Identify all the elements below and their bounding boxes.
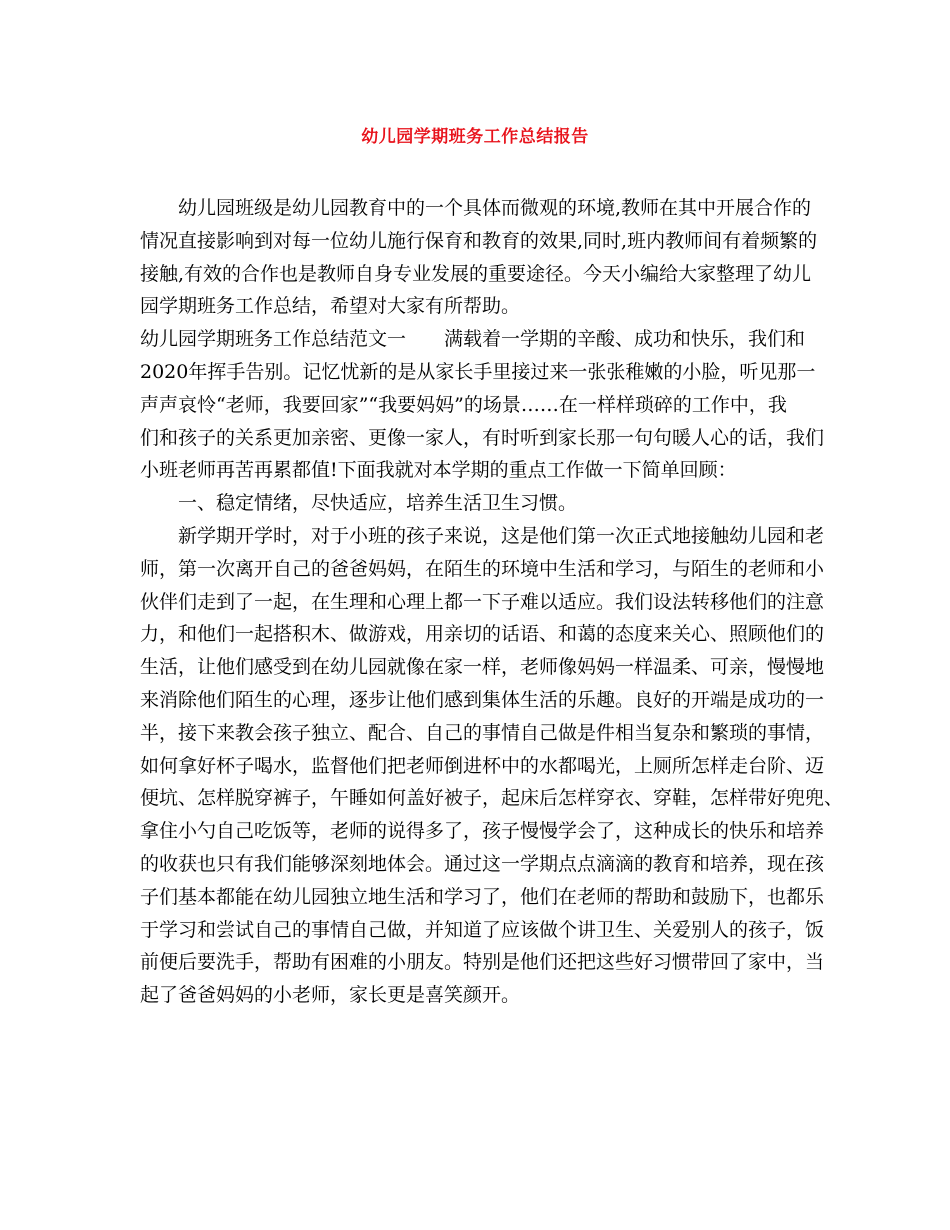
text-line: 前便后要洗手，帮助有困难的小朋友。特别是他们还把这些好习惯带回了家中，当 [140, 951, 825, 974]
text-line: 幼儿园学期班务工作总结范文一 满载着一学期的辛酸、成功和快乐，我们和 [140, 328, 806, 351]
text-line: 情况直接影响到对每一位幼儿施行保育和教育的效果,同时,班内教师间有着频繁的 [140, 229, 818, 252]
text-line: 伙伴们走到了一起，在生理和心理上都一下子难以适应。我们设法转移他们的注意 [140, 590, 825, 613]
text-line: 力，和他们一起搭积木、做游戏，用亲切的话语、和蔼的态度来关心、照顾他们的 [140, 623, 825, 646]
text-line: 拿住小勺自己吃饭等，老师的说得多了，孩子慢慢学会了，这种成长的快乐和培养 [140, 820, 825, 843]
text-line: 半，接下来教会孩子独立、配合、自己的事情自己做是件相当复杂和繁琐的事情， [140, 721, 825, 744]
text-line: 的收获也只有我们能够深刻地体会。通过这一学期点点滴滴的教育和培养，现在孩 [140, 852, 825, 875]
text-line: 新学期开学时，对于小班的孩子来说，这是他们第一次正式地接触幼儿园和老 [178, 524, 825, 547]
section-heading: 一、稳定情绪，尽快适应，培养生活卫生习惯。 [178, 492, 578, 515]
text-line: 师，第一次离开自己的爸爸妈妈，在陌生的环境中生活和学习，与陌生的老师和小 [140, 557, 825, 580]
text-line: 便坑、怎样脱穿裤子，午睡如何盖好被子，起床后怎样穿衣、穿鞋，怎样带好兜兜、 [140, 787, 844, 810]
document-title: 幼儿园学期班务工作总结报告 [361, 127, 589, 147]
text-line: 如何拿好杯子喝水，监督他们把老师倒进杯中的水都喝光，上厕所怎样走台阶、迈 [140, 754, 825, 777]
text-line: 接触,有效的合作也是教师自身专业发展的重要途径。今天小编给大家整理了幼儿 [140, 262, 812, 285]
text-line: 来消除他们陌生的心理，逐步让他们感到集体生活的乐趣。良好的开端是成功的一 [140, 688, 825, 711]
text-line: 生活，让他们感受到在幼儿园就像在家一样，老师像妈妈一样温柔、可亲，慢慢地 [140, 656, 825, 679]
text-line: 2020年挥手告别。记忆忧新的是从家长手里接过来一张张稚嫩的小脸，听见那一 [140, 360, 816, 383]
text-line: 声声哀怜“老师，我要回家”“我要妈妈”的场景……在一样样琐碎的工作中，我 [140, 393, 787, 416]
text-line: 园学期班务工作总结，希望对大家有所帮助。 [140, 295, 521, 318]
text-line: 幼儿园班级是幼儿园教育中的一个具体而微观的环境,教师在其中开展合作的 [178, 197, 812, 219]
text-line: 们和孩子的关系更加亲密、更像一家人，有时听到家长那一句句暖人心的话，我们 [140, 426, 825, 449]
text-line: 起了爸爸妈妈的小老师，家长更是喜笑颜开。 [140, 984, 521, 1007]
text-line: 于学习和尝试自己的事情自己做，并知道了应该做个讲卫生、关爱别人的孩子，饭 [140, 918, 825, 941]
text-line: 小班老师再苦再累都值!下面我就对本学期的重点工作做一下简单回顾： [140, 459, 737, 482]
text-line: 子们基本都能在幼儿园独立地生活和学习了，他们在老师的帮助和鼓励下，也都乐 [140, 885, 825, 908]
document-body [140, 192, 844, 1012]
